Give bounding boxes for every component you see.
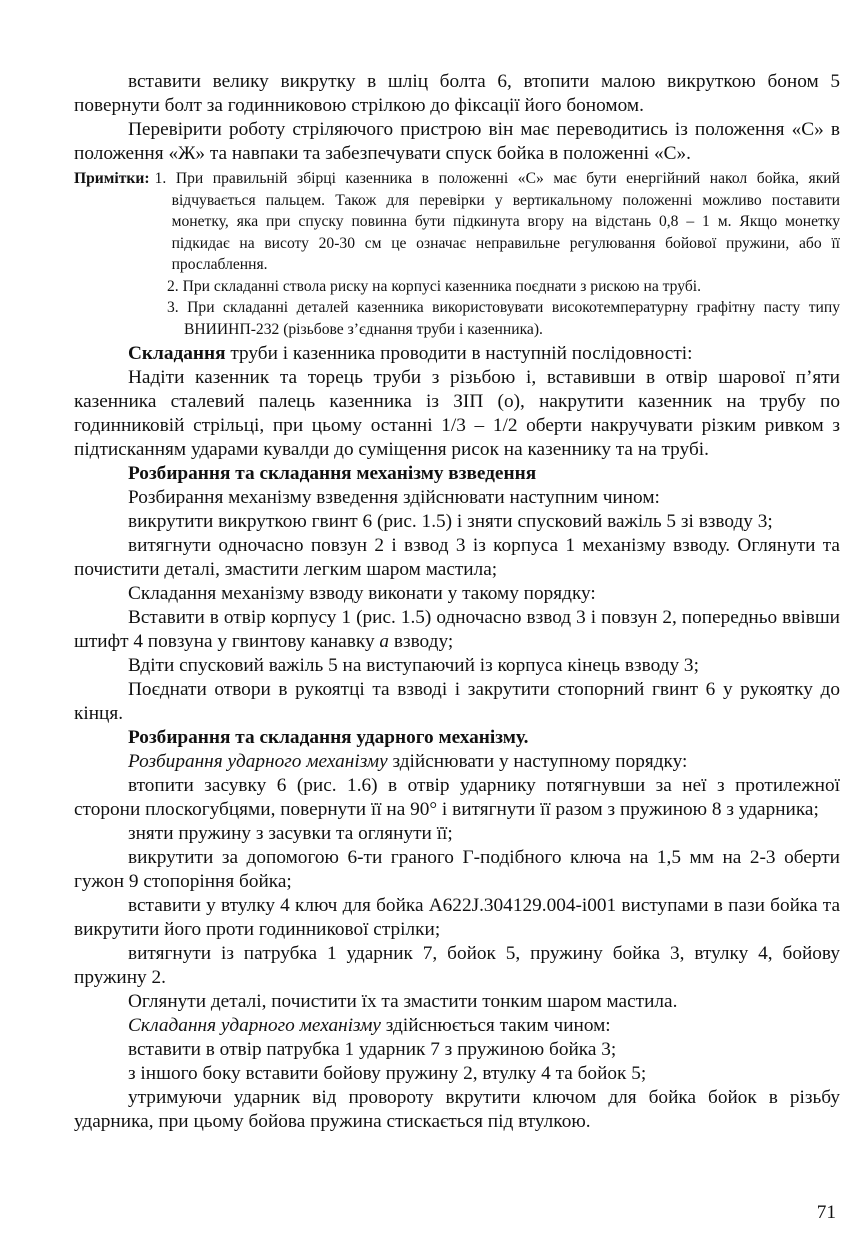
paragraph [74,606,840,654]
section-heading: Розбирання та складання ударного механізму. [128,727,529,748]
insert-italic: а [379,631,390,652]
paragraph: утримуючи ударник від провороту вкрутити ключом для бойка бойок в різьбу ударника, при цьому бойова пружина стискається під втулкою. [74,1087,840,1132]
paragraph: зняти пружину з засувки та оглянути її; [128,823,453,844]
paragraph: Розбирання механізму взведення здійснювати наступним чином: [128,487,660,508]
paragraph: викрутити за допомогою 6-ти граного Г-подібного ключа на 1,5 мм на 2-3 оберти гужон 9 стопоріння бойка; [74,847,840,892]
paragraph: Вдіти спусковий важіль 5 на виступаючий із корпуса кінець взводу 3; [128,655,699,676]
note-first-row [74,168,840,276]
disassembly-italic: Розбирання ударного механізму [128,751,388,772]
paragraph: Складання механізму взводу виконати у такому порядку: [128,583,596,604]
note-item: 1. При правильній збірці казенника в положенні «С» має бути енергійний накол бойка, який відчувається пальцем. Також для перевірки у вертикальному положенні можливо поставити монетку, яка при спуску повинна бути підкинута вгору на відстань 0,8 – 1 м. Якщо монетку підкидає на висоту 20-30 см це означає неправильне регулювання бойової пружини, або її прослаблення. [154,170,840,273]
paragraph [74,750,840,774]
notes-block [74,168,840,340]
note-rest [167,276,840,341]
note-item: 3. При складанні деталей казенника використовувати високотемпературну графітну пасту типу ВНИИНП-232 (різьбове з’єднання труби і казенника). [167,299,840,338]
paragraph: витягнути із патрубка 1 ударник 7, бойок 5, пружину бойка 3, втулку 4, бойову пружину 2. [74,943,840,988]
paragraph: викрутити викруткою гвинт 6 (рис. 1.5) і зняти спусковий важіль 5 зі взводу 3; [128,511,773,532]
paragraph: Оглянути деталі, почистити їх та змастити тонким шаром мастила. [128,991,678,1012]
note-item: 2. При складанні ствола риску на корпусі казенника поєднати з рискою на трубі. [167,277,702,295]
assembly-rest: здійснюється таким чином: [380,1015,611,1036]
paragraph: з іншого боку вставити бойову пружину 2, втулку 4 та бойок 5; [128,1063,647,1084]
insert-text: Вставити в отвір корпусу 1 (рис. 1.5) одночасно взвод 3 і повзун 2, попередньо ввівши штифт 4 повзуна у гвинтову канавку [74,607,840,652]
assembly-lead: Складання [128,343,226,364]
paragraph: вставити у втулку 4 ключ для бойка А622J.304129.004-і001 виступами в пази бойка та викрутити його проти годинникової стрілки; [74,895,840,940]
paragraph [74,342,840,366]
paragraph: вставити в отвір патрубка 1 ударник 7 з пружиною бойка 3; [128,1039,617,1060]
insert-text-end: взводу; [389,631,454,652]
paragraph: Надіти казенник та торець труби з різьбою і, вставивши в отвір шарової п’яти казенника сталевий палець казенника із ЗІП (о), накрутити казенник на трубу по годинниковій стрільці, при цьому останні 1/3 – 1/2 оберти накручувати різким ривком з підтисканням ударами кувалди до суміщення рисок на казеннику та на трубі. [74,367,840,460]
paragraph: витягнути одночасно повзун 2 і взвод 3 із корпуса 1 механізму взводу. Оглянути та почистити деталі, змастити легким шаром мастила; [74,535,840,580]
section-heading: Розбирання та складання механізму взведення [128,463,537,484]
paragraph: Перевірити роботу стріляючого пристрою він має переводитись із положення «С» в положення «Ж» та навпаки та забезпечувати спуск бойка в положенні «С». [74,119,840,164]
paragraph: вставити велику викрутку в шліц болта 6, втопити малою викруткою боном 5 повернути болт за годинниковою стрілкою до фіксації його бономом. [74,71,840,116]
page-number: 71 [816,1202,836,1223]
paragraph: втопити засувку 6 (рис. 1.6) в отвір ударнику потягнувши за неї з протилежної сторони плоскогубцями, повернути її на 90° і витягнути її разом з пружиною 8 з ударника; [74,775,840,820]
assembly-lead-rest: труби і казенника проводити в наступній послідовності: [225,343,693,364]
paragraph: Поєднати отвори в рукоятці та взводі і закрутити стопорний гвинт 6 у рукоятку до кінця. [74,679,840,724]
notes-label: Примітки: [74,170,150,187]
paragraph [74,1014,840,1038]
disassembly-rest: здійснювати у наступному порядку: [387,751,688,772]
body-text [74,70,840,1134]
assembly-italic: Складання ударного механізму [128,1015,381,1036]
